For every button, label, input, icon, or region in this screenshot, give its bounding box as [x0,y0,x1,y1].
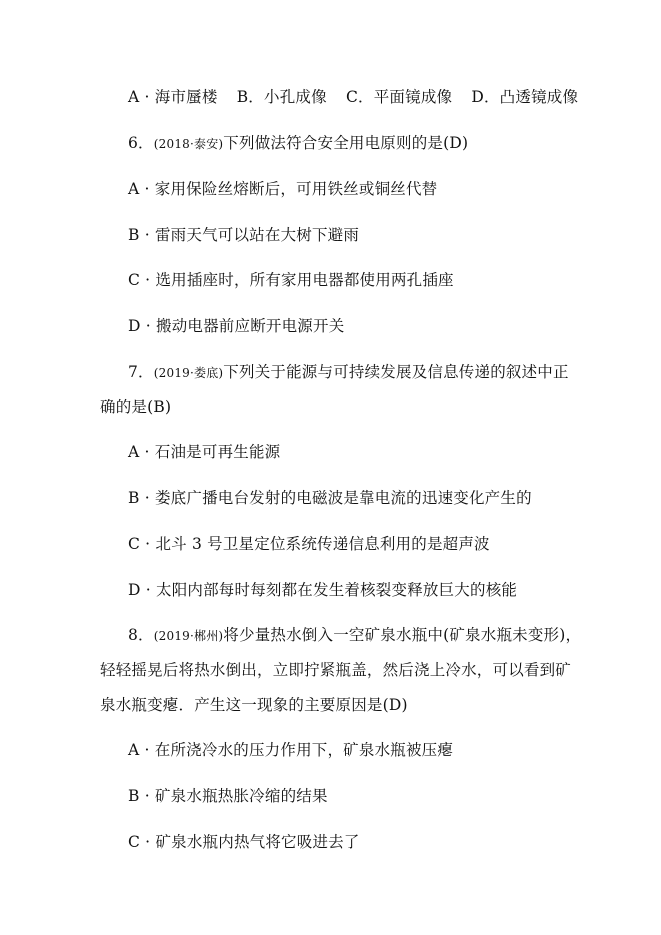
q7-number: 7． [128,363,154,381]
q8-stem-line1 [128,625,581,646]
q7-stem-line2 [100,397,171,417]
q7-text-1: 下列关于能源与可持续发展及信息传递的叙述中正 [223,363,569,381]
q8-option-a: A · 在所浇冷水的压力作用下，矿泉水瓶被压瘪 [128,741,454,759]
q8-text-1: 将少量热水倒入一空矿泉水瓶中(矿泉水瓶未变形)， [223,626,582,644]
q5-options-row [128,87,578,107]
q6-option-c: C · 选用插座时，所有家用电器都使用两孔插座 [128,271,454,289]
q7-option-a: A · 石油是可再生能源 [128,443,281,461]
q8-number: 8． [128,626,154,644]
q8-answer: (D) [382,696,408,714]
q8-stem-line3 [100,695,408,715]
q6-source: (2018·泰安) [153,137,224,151]
q7-source: (2019·娄底) [153,366,224,380]
q6-stem [128,133,468,154]
q5-option-b: B．小孔成像 [236,88,327,106]
q8-option-c: C · 矿泉水瓶内热气将它吸进去了 [128,833,360,851]
q7-text-2: 确的是 [100,398,148,416]
q6-option-b: B · 雷雨天气可以站在大树下避雨 [128,226,360,244]
q8-option-b: B · 矿泉水瓶热胀冷缩的结果 [128,787,328,805]
q6-option-d: D · 搬动电器前应断开电源开关 [128,317,345,335]
q8-text-3: 泉水瓶变瘪．产生这一现象的主要原因是 [100,696,383,714]
q6-number: 6． [128,134,154,152]
q7-stem-line1 [128,362,569,383]
q5-option-d: D．凸透镜成像 [471,88,579,106]
q8-source: (2019·郴州) [153,629,224,643]
q7-option-c: C · 北斗 3 号卫星定位系统传递信息利用的是超声波 [128,535,490,553]
q6-option-a: A · 家用保险丝熔断后，可用铁丝或铜丝代替 [128,180,438,198]
q6-text: 下列做法符合安全用电原则的是 [223,134,444,152]
q7-option-d: D · 太阳内部每时每刻都在发生着核裂变释放巨大的核能 [128,581,518,599]
q7-answer: (B) [147,398,172,416]
q8-stem-line2: 轻轻摇晃后将热水倒出，立即拧紧瓶盖，然后浇上冷水，可以看到矿 [100,661,572,679]
q7-option-b: B · 娄底广播电台发射的电磁波是靠电流的迅速变化产生的 [128,489,532,507]
q5-option-a: A · 海市蜃楼 [128,88,218,106]
q5-option-c: C．平面镜成像 [345,88,453,106]
q6-answer: (D) [443,134,469,152]
